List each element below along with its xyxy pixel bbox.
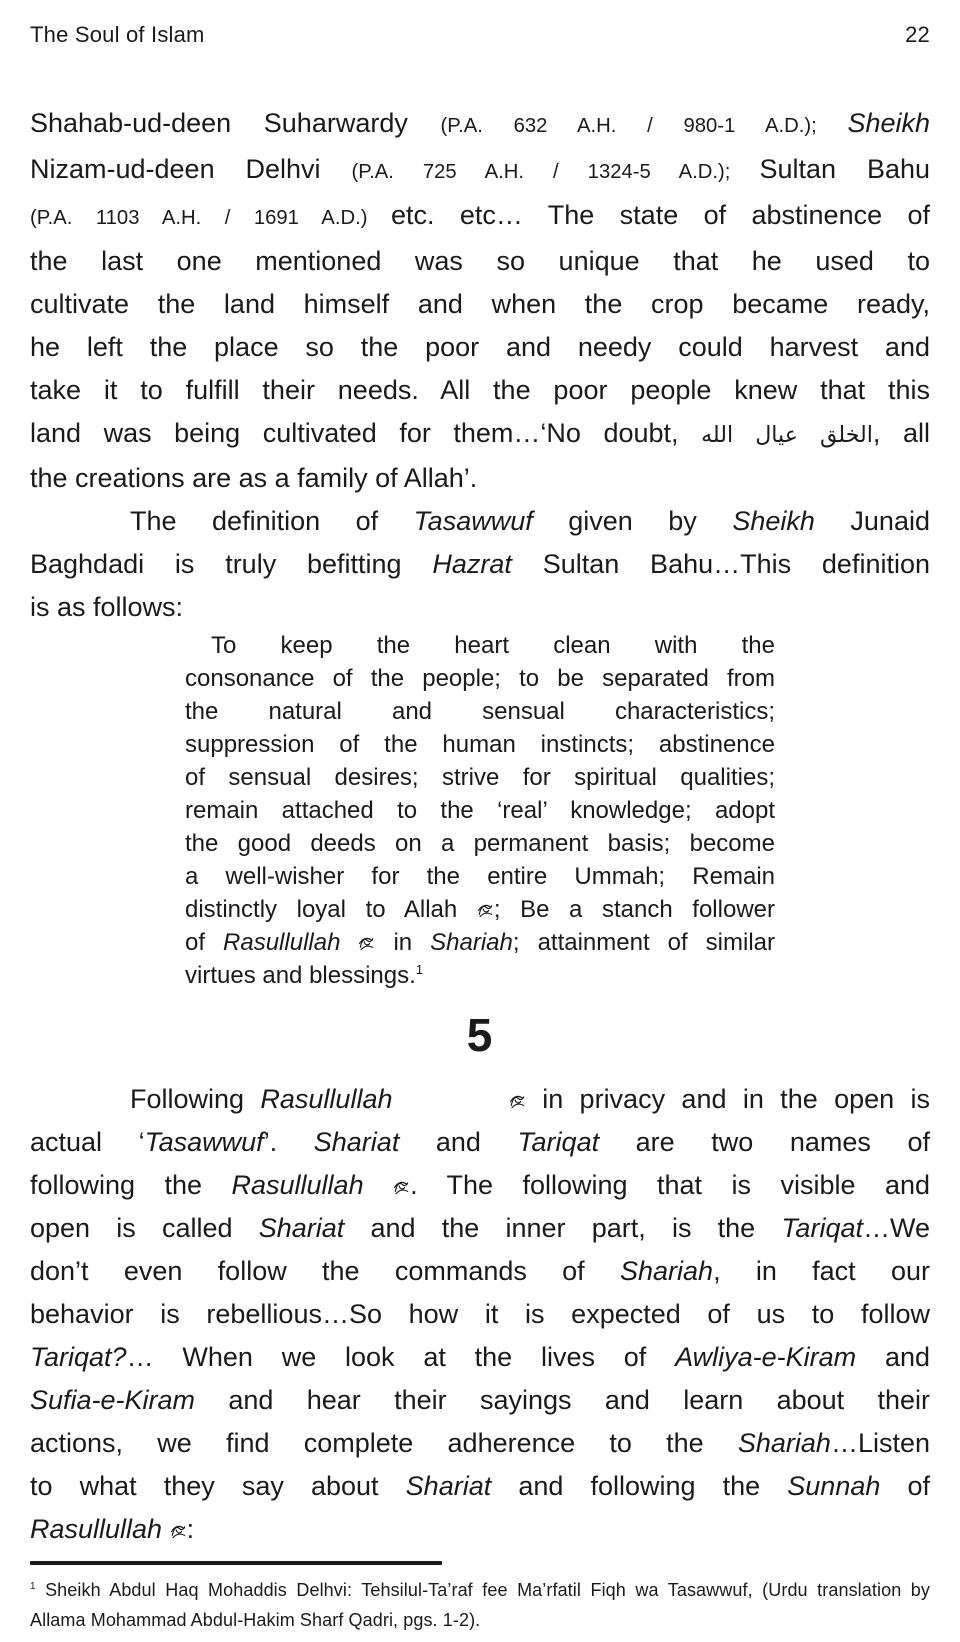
text-line bbox=[30, 1422, 930, 1465]
text-segment: …We bbox=[862, 1213, 930, 1243]
text-segment: (P.A. 1103 A.H. / 1691 A.D.) bbox=[30, 207, 391, 229]
text-segment: Rasullullah bbox=[231, 1170, 364, 1200]
text-line bbox=[30, 457, 930, 500]
text-line bbox=[30, 1293, 930, 1336]
text-line bbox=[30, 102, 930, 148]
text-line bbox=[30, 586, 930, 629]
text-segment: …Listen bbox=[830, 1428, 930, 1458]
text-segment: Hazrat bbox=[432, 549, 512, 579]
text-line bbox=[30, 1207, 930, 1250]
text-line bbox=[185, 959, 775, 992]
text-segment: Tariqat bbox=[781, 1213, 863, 1243]
section-number: 5 bbox=[466, 1009, 494, 1061]
text-segment: he left the place so the poor and needy could harvest and bbox=[30, 332, 930, 362]
text-segment: (P.A. 725 A.H. / 1324-5 A.D.); bbox=[351, 161, 760, 183]
saw-honorific-icon bbox=[393, 1164, 410, 1207]
text-segment: cultivate the land himself and when the crop became ready, bbox=[30, 289, 930, 319]
text-segment: Tasawwuf bbox=[413, 506, 533, 536]
text-segment: Rasullullah bbox=[223, 929, 341, 956]
text-segment: , in fact our bbox=[713, 1256, 930, 1286]
text-segment: Sultan Bahu…This definition bbox=[511, 549, 930, 579]
page-header bbox=[30, 22, 930, 48]
text-line bbox=[30, 1465, 930, 1508]
text-segment: a well-wisher for the entire Ummah; Remain bbox=[185, 863, 775, 890]
text-segment: Tariqat bbox=[517, 1127, 600, 1157]
text-segment: Rasullullah bbox=[30, 1514, 163, 1544]
text-segment: Shariah bbox=[619, 1256, 714, 1286]
text-segment: of sensual desires; strive for spiritual qualities; bbox=[185, 764, 775, 791]
text-segment: Shariat bbox=[405, 1471, 492, 1501]
text-segment: the good deeds on a permanent basis; become bbox=[185, 830, 775, 857]
text-segment: suppression of the human instincts; abstinence bbox=[185, 731, 775, 758]
text-line bbox=[185, 695, 775, 728]
text-segment: given by bbox=[532, 506, 733, 536]
text-segment: Rasullullah bbox=[260, 1084, 393, 1114]
text-segment: Shariat bbox=[313, 1127, 400, 1157]
text-segment: Shahab-ud-deen Suharwardy bbox=[30, 108, 441, 138]
text-segment: following the bbox=[30, 1170, 232, 1200]
arabic-phrase: الخلق عيال الله bbox=[701, 422, 873, 448]
footnote-marker: 1 bbox=[415, 962, 424, 977]
text-segment: actions, we find complete adherence to the bbox=[30, 1428, 738, 1458]
text-line bbox=[30, 500, 930, 543]
text-segment: : bbox=[186, 1514, 195, 1544]
text-line bbox=[185, 893, 775, 926]
text-segment: land was being cultivated for them…‘No doubt, bbox=[30, 418, 702, 448]
text-segment: Sheikh Abdul Haq Mohaddis Delhvi: Tehsilul-Ta’raf fee Ma’rfatil Fiqh wa Tasawwuf, (Urdu translation by bbox=[35, 1580, 930, 1600]
text-segment: Shariah bbox=[737, 1428, 831, 1458]
text-segment: take it to fulfill their needs. All the poor people knew that this bbox=[30, 375, 930, 405]
text-segment: Awliya-e-Kiram bbox=[675, 1342, 857, 1372]
text-line bbox=[30, 194, 930, 240]
paragraph-2 bbox=[30, 500, 930, 629]
text-segment: (P.A. 632 A.H. / 980-1 A.D.); bbox=[440, 115, 848, 137]
text-segment: of bbox=[880, 1471, 930, 1501]
text-segment: behavior is rebellious…So how it is expected of us to follow bbox=[30, 1299, 930, 1329]
text-segment: Sufia-e-Kiram bbox=[30, 1385, 196, 1415]
text-segment bbox=[340, 929, 358, 956]
paragraph-1 bbox=[30, 102, 930, 500]
saw-honorific-icon bbox=[358, 926, 375, 959]
text-line bbox=[185, 860, 775, 893]
text-line bbox=[30, 326, 930, 369]
text-segment: and the inner part, is the bbox=[344, 1213, 782, 1243]
footnote bbox=[30, 1575, 930, 1635]
text-line bbox=[30, 543, 930, 586]
page-number: 22 bbox=[905, 22, 930, 47]
text-segment: virtues and blessings. bbox=[185, 962, 416, 989]
text-segment: Shariat bbox=[258, 1213, 345, 1243]
text-segment: of bbox=[185, 929, 224, 956]
text-line bbox=[30, 148, 930, 194]
text-line bbox=[30, 1605, 930, 1635]
text-line bbox=[30, 1508, 930, 1551]
text-segment: Baghdadi is truly befitting bbox=[30, 549, 433, 579]
text-segment: distinctly loyal to Allah bbox=[185, 896, 477, 923]
text-line bbox=[185, 629, 775, 662]
text-segment: Sheikh bbox=[847, 108, 930, 138]
text-line bbox=[30, 1575, 930, 1605]
text-line bbox=[30, 412, 930, 457]
text-segment: the natural and sensual characteristics; bbox=[185, 698, 775, 725]
text-line bbox=[30, 283, 930, 326]
text-segment: the creations are as a family of Allah’. bbox=[30, 463, 478, 493]
text-segment: remain attached to the ‘real’ knowledge; adopt bbox=[185, 797, 775, 824]
text-segment: to what they say about bbox=[30, 1471, 406, 1501]
text-segment: Sunnah bbox=[787, 1471, 881, 1501]
jalla-honorific-icon bbox=[477, 893, 494, 926]
text-line bbox=[30, 1336, 930, 1379]
text-segment: Shariah bbox=[430, 929, 513, 956]
text-segment: ; Be a stanch follower bbox=[493, 896, 775, 923]
text-segment bbox=[392, 1084, 408, 1114]
text-line bbox=[30, 369, 930, 412]
text-segment: Tasawwuf bbox=[144, 1127, 264, 1157]
text-segment: and hear their sayings and learn about their bbox=[195, 1385, 930, 1415]
block-quote bbox=[185, 629, 775, 992]
text-segment: The definition of bbox=[130, 506, 414, 536]
text-line bbox=[30, 1379, 930, 1422]
text-segment: in privacy and in the open is bbox=[525, 1084, 930, 1114]
text-segment: etc. etc… The state of abstinence of bbox=[390, 200, 930, 230]
text-segment: Sheikh bbox=[732, 506, 815, 536]
running-title: The Soul of Islam bbox=[30, 22, 205, 47]
text-line bbox=[185, 728, 775, 761]
text-segment bbox=[364, 1170, 393, 1200]
saw-honorific-icon bbox=[409, 1078, 526, 1121]
footnote-rule bbox=[30, 1561, 442, 1565]
text-segment: in bbox=[375, 929, 431, 956]
text-segment: and following the bbox=[491, 1471, 788, 1501]
text-segment: Junaid bbox=[814, 506, 930, 536]
text-segment: Nizam-ud-deen Delhvi bbox=[30, 154, 352, 184]
text-line bbox=[30, 1250, 930, 1293]
text-line bbox=[30, 1078, 930, 1121]
text-segment: ’. bbox=[263, 1127, 314, 1157]
text-segment: and bbox=[856, 1342, 930, 1372]
saw-honorific-icon bbox=[170, 1508, 187, 1551]
text-line bbox=[30, 1121, 930, 1164]
text-segment: and bbox=[399, 1127, 518, 1157]
text-segment: . The following that is visible and bbox=[410, 1170, 930, 1200]
text-segment: is as follows: bbox=[30, 592, 184, 622]
text-segment: the last one mentioned was so unique that he used to bbox=[30, 246, 930, 276]
text-segment bbox=[162, 1514, 170, 1544]
text-segment: To keep the heart clean with the bbox=[211, 632, 775, 659]
text-segment: Allama Mohammad Abdul-Hakim Sharf Qadri, pgs. 1-2). bbox=[30, 1610, 481, 1630]
paragraph-3 bbox=[30, 1078, 930, 1551]
text-segment: don’t even follow the commands of bbox=[30, 1256, 620, 1286]
text-line bbox=[185, 827, 775, 860]
text-segment: are two names of bbox=[599, 1127, 930, 1157]
text-segment: consonance of the people; to be separated from bbox=[185, 665, 775, 692]
text-line bbox=[30, 240, 930, 283]
text-segment: open is called bbox=[30, 1213, 259, 1243]
text-segment: Following bbox=[130, 1084, 261, 1114]
text-line bbox=[185, 926, 775, 959]
text-segment: Sultan Bahu bbox=[759, 154, 930, 184]
text-segment: … When we look at the lives of bbox=[126, 1342, 676, 1372]
text-segment: Tariqat? bbox=[30, 1342, 127, 1372]
text-line bbox=[30, 1164, 930, 1207]
text-segment: , all bbox=[872, 418, 930, 448]
text-segment: ; attainment of similar bbox=[512, 929, 775, 956]
text-line bbox=[185, 794, 775, 827]
footnote-marker: 1 bbox=[30, 1581, 36, 1592]
text-segment: actual ‘ bbox=[30, 1127, 145, 1157]
page-body bbox=[30, 102, 930, 1635]
text-line bbox=[185, 761, 775, 794]
text-line bbox=[185, 662, 775, 695]
